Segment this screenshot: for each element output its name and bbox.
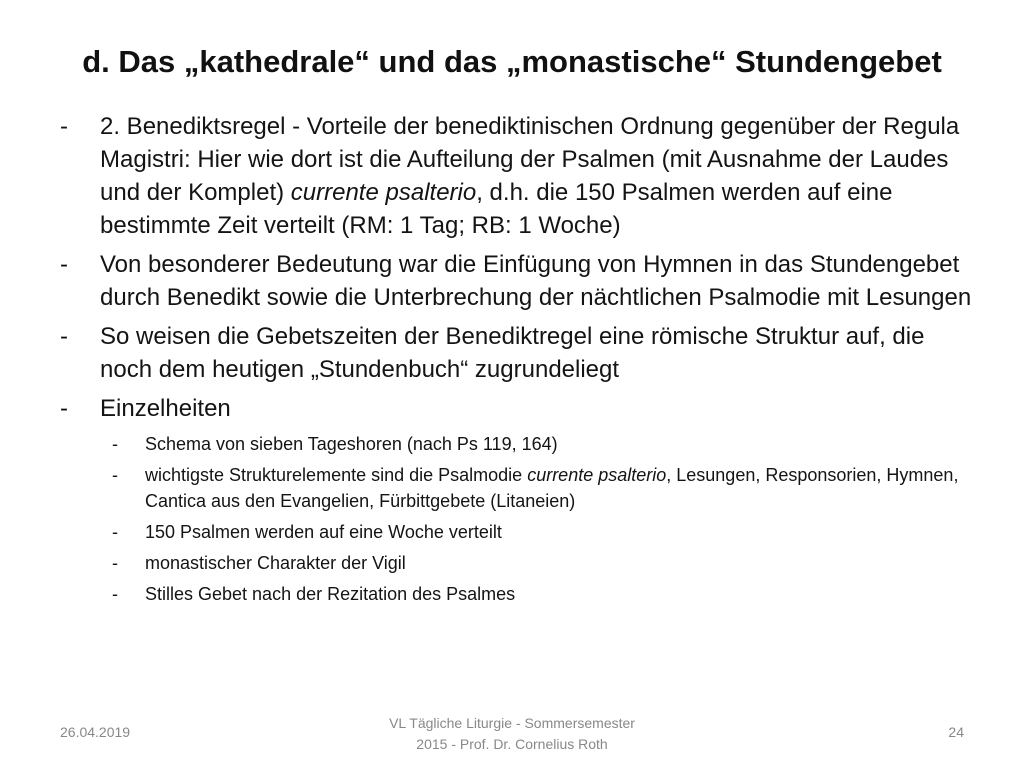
sub-bullet-item [60, 519, 980, 545]
italic-text: currente psalterio [527, 465, 667, 485]
footer-course-info [312, 713, 712, 755]
footer-date: 26.04.2019 [60, 724, 131, 740]
sub-bullet-text [145, 434, 558, 454]
sub-bullet-text [145, 465, 958, 511]
slide-title: d. Das „kathedrale“ und das „monastische“ Stundengebet [82, 44, 942, 79]
text-run: 2. Benediktsregel - Vorteile der benediktinischen Ordnung gegenüber der Regula Magistri: Hier wie dort ist die Aufteilung der Psalmen (mit Ausnahme der Laudes und der Komplet) [100, 113, 960, 206]
text-run: 150 Psalmen werden auf eine Woche verteilt [145, 522, 502, 542]
sub-bullet-text [145, 584, 515, 604]
text-run: monastischer Charakter der Vigil [145, 553, 406, 573]
sub-bullet-item [60, 431, 980, 457]
bullet-item [60, 248, 980, 314]
bullet-item [60, 392, 980, 425]
sub-bullet-list [60, 431, 980, 607]
text-run: Einzelheiten [100, 395, 231, 422]
sub-bullet-text [145, 522, 502, 542]
bullet-text [100, 113, 959, 239]
bullet-marker: - [60, 251, 68, 278]
italic-text: currente psalterio [290, 179, 477, 206]
sub-bullet-marker: - [112, 553, 118, 573]
sub-bullet-text [145, 553, 406, 573]
page-number: 24 [948, 724, 964, 740]
sub-bullet-item [60, 581, 980, 607]
footer-course-line-1: VL Tägliche Liturgie - Sommersemester [389, 715, 635, 731]
bullet-item [60, 110, 980, 242]
bullet-text [100, 395, 231, 422]
bullet-marker: - [60, 323, 68, 350]
bullet-text [100, 323, 924, 383]
text-run: wichtigste Strukturelemente sind die Psalmodie [145, 465, 528, 485]
text-run: Von besonderer Bedeutung war die Einfügung von Hymnen in das Stundengebet durch Benedikt sowie die Unterbrechung der nächtlichen Psalmodie mit Lesungen [100, 251, 972, 311]
text-run: , Lesungen, Responsorien, Hymnen, Cantica aus den Evangelien, Fürbittgebete (Litaneien) [145, 465, 959, 511]
sub-bullet-item [60, 462, 980, 514]
text-run: , d.h. die 150 Psalmen werden auf eine bestimmte Zeit verteilt (RM: 1 Tag; RB: 1 Woche) [100, 179, 893, 239]
text-run: Schema von sieben Tageshoren (nach Ps 119, 164) [145, 434, 558, 454]
text-run: So weisen die Gebetszeiten der Benediktregel eine römische Struktur auf, die noch dem heutigen „Stundenbuch“ zugrundeliegt [100, 323, 925, 383]
bullet-item [60, 320, 980, 386]
bullet-text [100, 251, 971, 311]
sub-bullet-item [60, 550, 980, 576]
footer-course-line-2: 2015 - Prof. Dr. Cornelius Roth [416, 736, 608, 752]
text-run: Stilles Gebet nach der Rezitation des Psalmes [145, 584, 516, 604]
slide-content [60, 110, 980, 612]
bullet-marker: - [60, 395, 68, 422]
sub-bullet-marker: - [112, 522, 118, 542]
sub-bullet-marker: - [112, 434, 118, 454]
bullet-marker: - [60, 113, 68, 140]
sub-bullet-marker: - [112, 584, 118, 604]
sub-bullet-marker: - [112, 465, 118, 485]
